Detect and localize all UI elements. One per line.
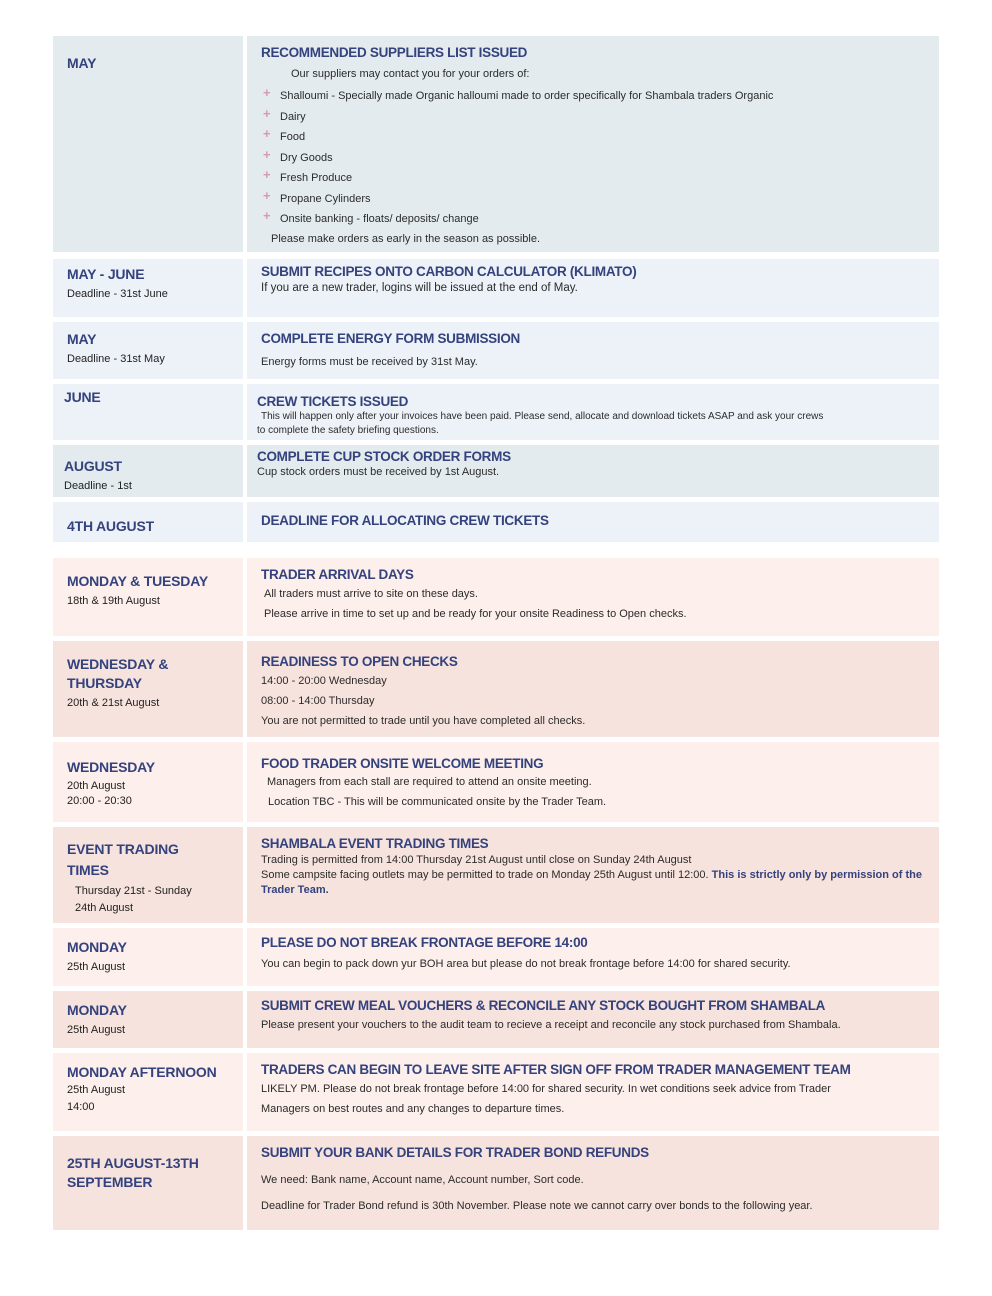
row-date: WEDNESDAY <box>67 759 155 775</box>
row-date-cell <box>53 558 243 636</box>
row-text: Our suppliers may contact you for your orders of: <box>291 68 530 80</box>
row-detail-cell <box>247 384 939 440</box>
list-item: + Fresh Produce <box>263 167 353 184</box>
schedule-row <box>53 827 939 923</box>
row-text: Energy forms must be received by 31st May. <box>261 356 478 368</box>
row-time: 20:00 - 20:30 <box>67 795 132 807</box>
row-text: You are not permitted to trade until you have completed all checks. <box>261 715 586 727</box>
plus-icon: + <box>263 187 271 203</box>
row-text: Managers on best routes and any changes to departure times. <box>261 1103 565 1115</box>
schedule-row <box>53 558 939 636</box>
plus-icon: + <box>263 208 271 223</box>
row-date: WEDNESDAY & THURSDAY <box>67 656 169 691</box>
row-detail-cell <box>247 641 939 737</box>
row-detail-cell <box>247 259 939 317</box>
row-text: Please present your vouchers to the audit team to recieve a receipt and reconcile any stock purchased from Shambala. <box>261 1019 841 1031</box>
row-text: All traders must arrive to site on these days. <box>264 588 478 600</box>
row-detail-cell <box>247 827 939 923</box>
row-date: EVENT TRADING TIMES <box>67 841 179 878</box>
row-date-cell <box>53 1053 243 1131</box>
row-text: Deadline for Trader Bond refund is 30th November. Please note we cannot carry over bonds to the following year. <box>261 1200 813 1212</box>
plus-icon: + <box>263 85 271 100</box>
row-date: MONDAY <box>67 1002 127 1018</box>
list-item: + Dairy <box>263 105 306 123</box>
row-text: Some campsite facing outlets may be permitted to trade on Monday 25th August until 12:00. This is strictly only by permission of the Trader Team. <box>261 869 922 896</box>
row-text: Cup stock orders must be received by 1st August. <box>257 466 500 478</box>
list-item: + Food <box>263 126 306 143</box>
list-item: + Shalloumi - Specially made Organic halloumi made to order specifically for Shambala traders Organic <box>263 85 774 102</box>
row-date: 25TH AUGUST-13TH SEPTEMBER <box>67 1155 199 1190</box>
row-detail-cell <box>247 36 939 252</box>
row-date: MAY <box>67 55 97 71</box>
row-title: TRADERS CAN BEGIN TO LEAVE SITE AFTER SIGN OFF FROM TRADER MANAGEMENT TEAM <box>261 1062 851 1077</box>
row-text: LIKELY PM. Please do not break frontage before 14:00 for shared security. In wet conditions seek advice from Trader <box>261 1083 831 1095</box>
row-text: to complete the safety briefing questions. <box>257 425 439 436</box>
row-date-cell <box>53 827 243 923</box>
row-title: COMPLETE ENERGY FORM SUBMISSION <box>261 331 520 346</box>
supplier-list <box>261 86 925 230</box>
row-title: FOOD TRADER ONSITE WELCOME MEETING <box>261 756 544 771</box>
row-date: MONDAY <box>67 939 127 955</box>
row-detail-cell <box>247 1136 939 1230</box>
row-title: SHAMBALA EVENT TRADING TIMES <box>261 836 489 851</box>
row-date-cell <box>53 502 243 542</box>
schedule-row <box>53 259 939 317</box>
schedule-row <box>53 322 939 379</box>
row-detail-cell <box>247 928 939 986</box>
row-title: DEADLINE FOR ALLOCATING CREW TICKETS <box>261 513 549 528</box>
row-date: AUGUST <box>64 458 122 474</box>
row-text: This will happen only after your invoices have been paid. Please send, allocate and download tickets ASAP and ask your crews <box>261 411 824 422</box>
row-deadline: Thursday 21st - Sunday 24th August <box>75 885 192 914</box>
row-text: If you are a new trader, logins will be issued at the end of May. <box>261 282 578 294</box>
row-text: Managers from each stall are required to attend an onsite meeting. <box>267 776 592 788</box>
schedule-row <box>53 445 939 497</box>
row-text: We need: Bank name, Account name, Account number, Sort code. <box>261 1174 584 1186</box>
row-title: CREW TICKETS ISSUED <box>257 394 409 409</box>
row-detail-cell <box>247 991 939 1048</box>
schedule-row <box>53 742 939 822</box>
row-date: 4TH AUGUST <box>67 518 154 534</box>
list-item: + Dry Goods <box>263 146 333 164</box>
row-date-cell <box>53 36 243 252</box>
row-date-cell <box>53 259 243 317</box>
plus-icon: + <box>263 105 271 121</box>
schedule-row <box>53 36 939 252</box>
row-date-cell <box>53 322 243 379</box>
schedule-row <box>53 502 939 542</box>
row-deadline: 25th August <box>67 1084 126 1096</box>
row-date-cell <box>53 742 243 822</box>
plus-icon: + <box>263 126 271 141</box>
row-detail-cell <box>247 1053 939 1131</box>
schedule-row <box>53 991 939 1048</box>
row-detail-cell <box>247 502 939 542</box>
row-date-cell <box>53 445 243 497</box>
list-item: + Propane Cylinders <box>263 187 371 205</box>
row-date-cell <box>53 384 243 440</box>
row-deadline: Deadline - 1st <box>64 480 132 492</box>
list-item: + Onsite banking - floats/ deposits/ change <box>263 208 479 225</box>
row-title: COMPLETE CUP STOCK ORDER FORMS <box>257 449 511 464</box>
row-date-cell <box>53 641 243 737</box>
row-title: SUBMIT RECIPES ONTO CARBON CALCULATOR (KLIMATO) <box>261 264 637 279</box>
row-title: SUBMIT CREW MEAL VOUCHERS & RECONCILE ANY STOCK BOUGHT FROM SHAMBALA <box>261 998 826 1013</box>
row-title: READINESS TO OPEN CHECKS <box>261 654 458 669</box>
row-deadline: Deadline - 31st May <box>67 353 165 365</box>
row-text: You can begin to pack down yur BOH area but please do not break frontage before 14:00 for shared security. <box>261 958 791 970</box>
row-text: Please arrive in time to set up and be ready for your onsite Readiness to Open checks. <box>264 608 687 620</box>
row-detail-cell <box>247 445 939 497</box>
row-deadline: Deadline - 31st June <box>67 288 168 300</box>
row-date: MONDAY & TUESDAY <box>67 573 208 589</box>
row-title: PLEASE DO NOT BREAK FRONTAGE BEFORE 14:00 <box>261 935 588 950</box>
row-detail-cell <box>247 742 939 822</box>
row-date-cell <box>53 928 243 986</box>
row-date: JUNE <box>64 389 101 405</box>
plus-icon: + <box>263 167 271 182</box>
row-text: Trading is permitted from 14:00 Thursday 21st August until close on Sunday 24th August <box>261 854 692 866</box>
plus-icon: + <box>263 146 271 162</box>
row-time: 14:00 <box>67 1101 95 1113</box>
row-deadline: 25th August <box>67 961 126 973</box>
row-date: MONDAY AFTERNOON <box>67 1064 217 1080</box>
row-date-cell <box>53 1136 243 1230</box>
schedule-row <box>53 641 939 737</box>
highlight-text: This is strictly only by permission of the Trader Team. <box>261 869 922 896</box>
row-text: Please make orders as early in the season as possible. <box>271 232 541 245</box>
row-text: Location TBC - This will be communicated onsite by the Trader Team. <box>268 796 607 808</box>
row-date: MAY - JUNE <box>67 266 145 282</box>
row-deadline: 20th & 21st August <box>67 697 160 709</box>
row-deadline: 20th August <box>67 780 126 792</box>
schedule-row <box>53 1053 939 1131</box>
schedule-row <box>53 928 939 986</box>
row-date-cell <box>53 991 243 1048</box>
row-deadline: 25th August <box>67 1024 126 1036</box>
row-title: TRADER ARRIVAL DAYS <box>261 567 414 582</box>
row-title: SUBMIT YOUR BANK DETAILS FOR TRADER BOND REFUNDS <box>261 1145 649 1160</box>
row-deadline: 18th & 19th August <box>67 595 160 607</box>
row-detail-cell <box>247 322 939 379</box>
row-title: RECOMMENDED SUPPLIERS LIST ISSUED <box>261 45 528 60</box>
row-date: MAY <box>67 331 97 347</box>
schedule-row <box>53 1136 939 1230</box>
row-detail-cell <box>247 558 939 636</box>
schedule-row <box>53 384 939 440</box>
row-text: 08:00 - 14:00 Thursday <box>261 695 375 707</box>
row-text: 14:00 - 20:00 Wednesday <box>261 675 387 687</box>
